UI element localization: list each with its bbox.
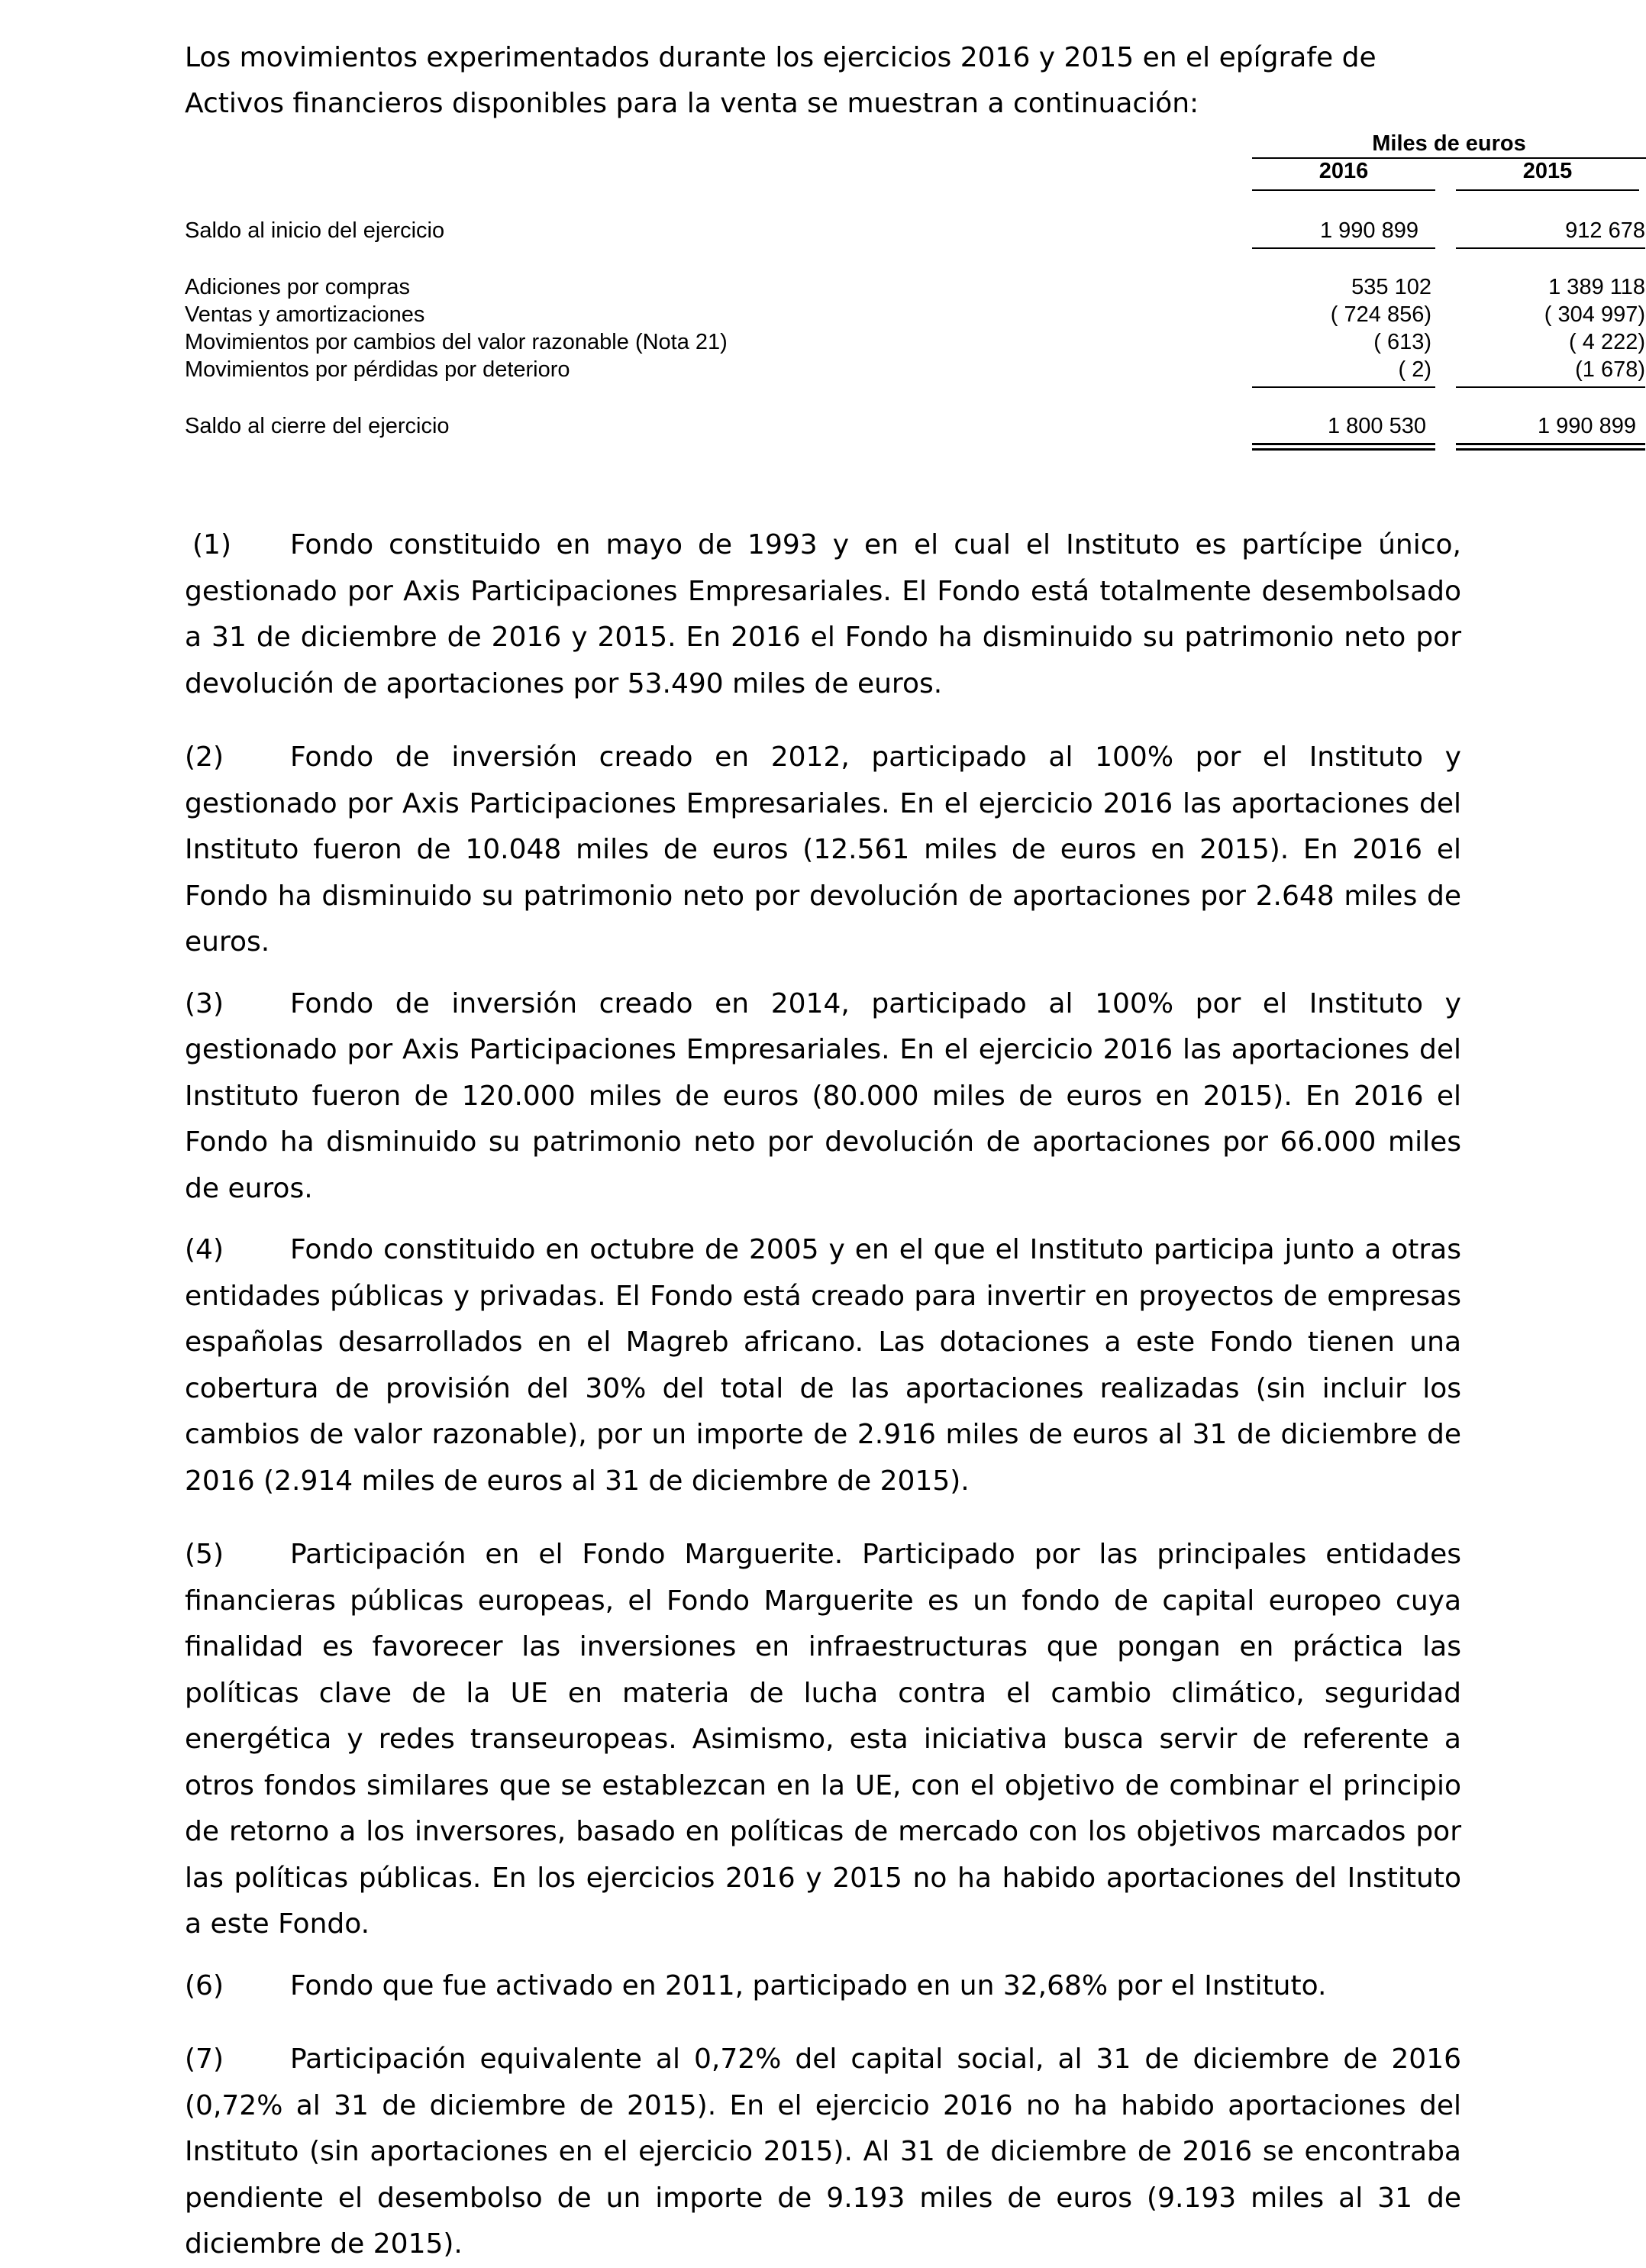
footnote-number: (5) [185,1539,224,1570]
year-header-2015: 2015 [1522,159,1573,183]
footnote-2 [185,735,1461,966]
row-label: Movimientos por pérdidas por deterioro [185,357,570,382]
footnote-number: (4) [185,1234,224,1265]
table-row-impairment [185,357,1645,385]
footnote-text: Fondo que fue activado en 2011, participado en un 32,68% por el Instituto. [290,1969,1327,2001]
row-label: Saldo al cierre del ejercicio [185,414,450,438]
footnotes [185,522,1461,2268]
year-underline-2016 [1252,189,1435,191]
footnote-4 [185,1227,1461,1504]
year-underline-2015 [1456,189,1639,191]
table-row-sales [185,302,1645,330]
footnote-1 [185,522,1461,707]
subtotal-line-2016 [1252,386,1435,388]
table-row-opening-balance [185,218,1645,246]
value-2015: 1 389 118 [1548,275,1645,299]
footnote-3 [185,981,1461,1213]
row-label: Adiciones por compras [185,275,410,299]
value-2016: 1 800 530 [1327,414,1426,438]
value-2015: ( 4 222) [1569,330,1645,354]
footnote-7 [185,2037,1461,2268]
footnote-number: (7) [185,2043,224,2075]
table-row-fair-value [185,330,1645,357]
subtotal-line-2015 [1456,386,1645,388]
row-label: Saldo al inicio del ejercicio [185,218,445,243]
subtotal-line-2015 [1456,247,1645,249]
total-double-line-2016 [1252,443,1435,451]
year-header-2016: 2016 [1318,159,1369,183]
footnote-number: (1) [192,529,231,561]
footnote-number: (6) [185,1969,224,2001]
footnote-text: Participación en el Fondo Marguerite. Participado por las principales entidades financieras públicas europeas, el Fondo Marguerite es un fondo de capital europeo cuya finalidad es favorecer las inversiones en infraestructuras que pongan en práctica las políticas clave de la UE en materia de lucha contra el cambio climático, seguridad energética y redes transeuropeas. Asimismo, esta iniciativa busca servir de referente a otros fondos similares que se establezcan en la UE, con el objetivo de combinar el principio de retorno a los inversores, basado en políticas de mercado con los objetivos marcados por las políticas públicas. En los ejercicios 2016 y 2015 no ha habido aportaciones del Instituto a este Fondo. [185,1539,1461,1940]
value-2015: ( 304 997) [1544,302,1645,327]
table-row-additions [185,275,1645,302]
footnote-number: (3) [185,987,224,1019]
total-double-line-2015 [1456,443,1645,451]
footnote-text: Fondo constituido en octubre de 2005 y en el que el Instituto participa junto a otras entidades públicas y privadas. El Fondo está creado para invertir en proyectos de empresas españolas desarrollados en el Magreb africano. Las dotaciones a este Fondo tienen una cobertura de provisión del 30% del total de las aportaciones realizadas (sin incluir los cambios de valor razonable), por un importe de 2.916 miles de euros al 31 de diciembre de 2016 (2.914 miles de euros al 31 de diciembre de 2015). [185,1234,1461,1497]
value-2016: 535 102 [1351,275,1431,299]
value-2015: 912 678 [1565,218,1645,243]
table-row-closing-balance [185,414,1636,441]
value-2016: ( 613) [1373,330,1431,354]
row-label: Movimientos por cambios del valor razonable (Nota 21) [185,330,728,354]
row-label: Ventas y amortizaciones [185,302,425,327]
footnote-6 [185,1963,1461,2010]
footnote-5 [185,1532,1461,1948]
value-2016: ( 724 856) [1330,302,1431,327]
value-2016: 1 990 899 [1319,218,1418,243]
footnote-text: Fondo constituido en mayo de 1993 y en el cual el Instituto es partícipe único, gestionado por Axis Participaciones Empresariales. El Fondo está totalmente desembolsado a 31 de diciembre de 2016 y 2015. En 2016 el Fondo ha disminuido su patrimonio neto por devolución de aportaciones por 53.490 miles de euros. [185,529,1461,699]
intro-paragraph: Los movimientos experimentados durante los ejercicios 2016 y 2015 en el epígrafe de Activos financieros disponibles para la venta se muestran a continuación: [185,42,1377,119]
footnote-number: (2) [185,741,224,773]
units-header: Miles de euros [1372,131,1526,156]
subtotal-line-2016 [1252,247,1435,249]
footnote-text: Participación equivalente al 0,72% del capital social, al 31 de diciembre de 2016 (0,72% al 31 de diciembre de 2015). En el ejercicio 2016 no ha habido aportaciones del Instituto (sin aportaciones en el ejercicio 2015). Al 31 de diciembre de 2016 se encontraba pendiente el desembolso de un importe de 9.193 miles de euros (9.193 miles al 31 de diciembre de 2015). [185,2043,1461,2260]
value-2015: 1 990 899 [1537,414,1636,438]
value-2015: (1 678) [1575,357,1645,382]
value-2016: ( 2) [1398,357,1431,382]
footnote-text: Fondo de inversión creado en 2012, participado al 100% por el Instituto y gestionado por Axis Participaciones Empresariales. En el ejercicio 2016 las aportaciones del Instituto fueron de 10.048 miles de euros (12.561 miles de euros en 2015). En 2016 el Fondo ha disminuido su patrimonio neto por devolución de aportaciones por 2.648 miles de euros. [185,741,1461,958]
footnote-text: Fondo de inversión creado en 2014, participado al 100% por el Instituto y gestionado por Axis Participaciones Empresariales. En el ejercicio 2016 las aportaciones del Instituto fueron de 120.000 miles de euros (80.000 miles de euros en 2015). En 2016 el Fondo ha disminuido su patrimonio neto por devolución de aportaciones por 66.000 miles de euros. [185,987,1461,1204]
